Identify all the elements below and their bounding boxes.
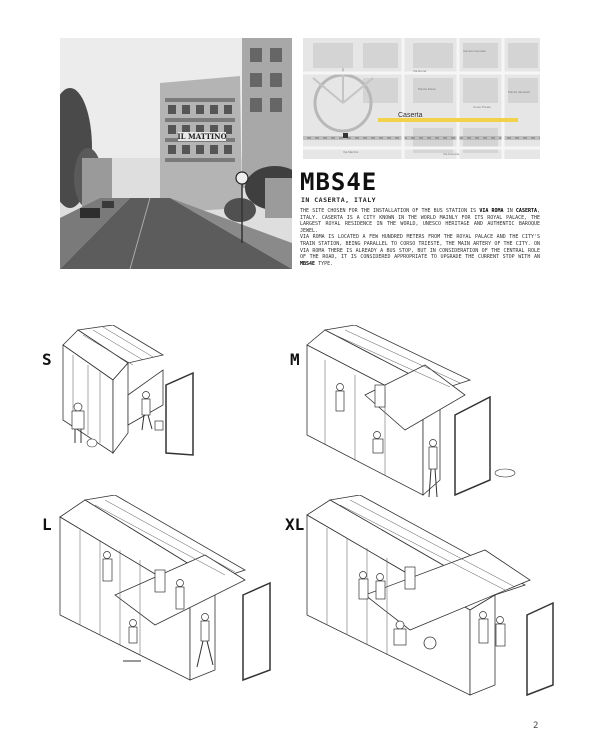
- shelter-drawing-xl: [305, 495, 560, 700]
- map-street-label: Via Ferrovia: [443, 152, 460, 156]
- description-text: [300, 208, 540, 267]
- description-paragraph-1: THE SITE CHOSEN FOR THE INSTALLATION OF THE BUS STATION IS VIA ROMA IN CASERTA, ITALY. CASERTA IS A CITY KNOWN IN THE WORLD MAINLY FOR ITS ROYAL PALACE, THE LARGEST ROYAL RESIDENCE IN THE WORLD, UNESCO HERITAGE AND AUTHENTIC BAROQUE JEWEL.: [300, 208, 541, 234]
- map-street-label: Corso Trieste: [473, 105, 491, 109]
- map-street-label: Via Roma: [413, 69, 427, 73]
- size-label-xl: XL: [285, 515, 305, 534]
- page-number: 2: [533, 721, 539, 731]
- size-label-m: M: [290, 350, 300, 369]
- map-street-label: Piazza Vanvitelli: [508, 90, 530, 94]
- description-paragraph-2: VIA ROMA IS LOCATED A FEW HUNDRED METERS FROM THE ROYAL PALACE AND THE CITY'S TRAIN STATION, BEING PARALLEL TO CORSO TRIESTE, THE MAIN ARTERY OF THE CITY. ON VIA ROMA THERE IS ALREADY A BUS STOP, BUT IN CONSIDERATION OF THE CENTRAL ROLE OF THE ROAD, IT IS CONSIDERED APPROPRIATE TO UPGRADE THE CURRENT STOP WITH AN MBS4E TYPE.: [300, 234, 540, 267]
- size-label-l: L: [42, 515, 52, 534]
- site-map-illustration: [303, 38, 540, 159]
- size-label-s: S: [42, 350, 52, 369]
- map-street-label: Via Mazzini: [343, 150, 359, 154]
- map-highlight-label: Caserta: [398, 112, 423, 119]
- station-icon: [343, 133, 348, 138]
- page-title: MBS4E: [300, 168, 378, 196]
- shelter-drawing-l: [55, 495, 275, 685]
- newspaper-sign: IL MATTINO: [177, 132, 227, 141]
- map-street-label: Piazza Dante: [418, 87, 436, 91]
- site-map: [303, 38, 540, 159]
- street-photo: [60, 38, 292, 269]
- street-photo-illustration: [60, 38, 292, 269]
- page-subtitle: IN CASERTA, ITALY: [301, 196, 377, 204]
- shelter-drawing-m: [305, 325, 520, 500]
- map-street-label: Via San Gennaro: [463, 49, 486, 53]
- shelter-drawing-s: [58, 325, 198, 460]
